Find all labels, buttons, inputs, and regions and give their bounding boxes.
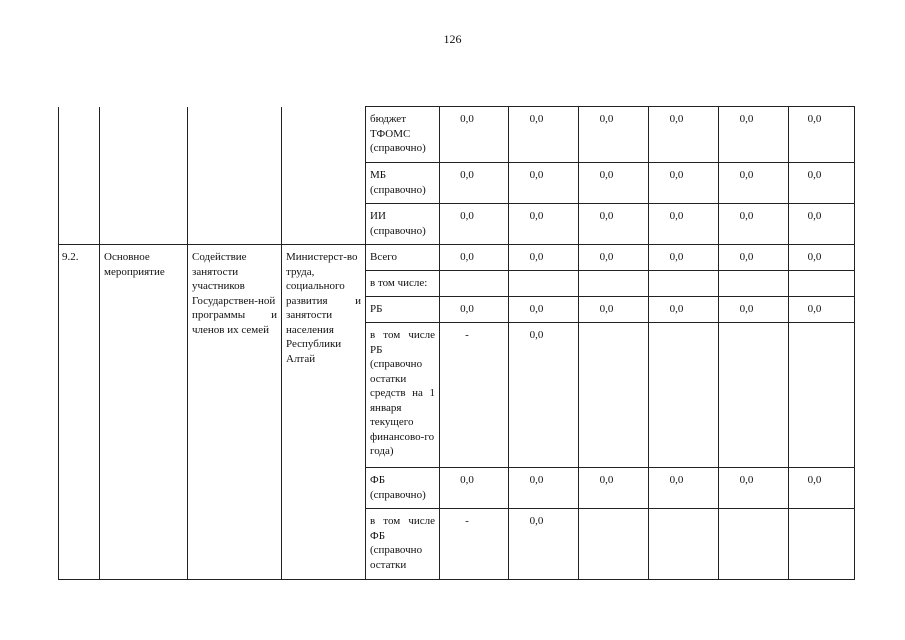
value-cell (649, 271, 719, 297)
empty-type-cell (100, 107, 188, 245)
item-executor: Министерст-во труда, социального развития и занятости населения Республики Алтай (282, 245, 366, 580)
value-cell: 0,0 (509, 468, 579, 509)
value-cell: 0,0 (789, 297, 855, 323)
funding-source-cell: Всего (366, 245, 440, 271)
value-cell: 0,0 (579, 468, 649, 509)
value-cell: 0,0 (719, 297, 789, 323)
value-cell: 0,0 (440, 468, 509, 509)
value-cell: 0,0 (440, 107, 509, 163)
value-cell: 0,0 (719, 163, 789, 204)
value-cell (509, 271, 579, 297)
value-cell: 0,0 (579, 297, 649, 323)
value-cell: 0,0 (440, 163, 509, 204)
value-cell: 0,0 (509, 509, 579, 580)
value-cell (579, 271, 649, 297)
value-cell (719, 509, 789, 580)
value-cell: 0,0 (789, 107, 855, 163)
value-cell: 0,0 (579, 245, 649, 271)
value-cell (719, 323, 789, 468)
value-cell: 0,0 (440, 297, 509, 323)
value-cell: 0,0 (649, 107, 719, 163)
value-cell: 0,0 (440, 245, 509, 271)
value-cell: 0,0 (509, 107, 579, 163)
value-cell: 0,0 (649, 163, 719, 204)
funding-source-cell: РБ (366, 297, 440, 323)
item-number: 9.2. (59, 245, 100, 580)
table-row (59, 245, 855, 271)
value-cell (649, 323, 719, 468)
funding-source-cell: МБ (справочно) (366, 163, 440, 204)
value-cell: 0,0 (440, 204, 509, 245)
value-cell: 0,0 (509, 297, 579, 323)
empty-executor-cell (282, 107, 366, 245)
value-cell: 0,0 (719, 468, 789, 509)
value-cell: 0,0 (789, 468, 855, 509)
value-cell: 0,0 (579, 163, 649, 204)
value-cell: 0,0 (509, 204, 579, 245)
value-cell: 0,0 (509, 323, 579, 468)
funding-source-cell: бюджет ТФОМС (справочно) (366, 107, 440, 163)
funding-source-cell: в том числе ФБ (справочно остатки (366, 509, 440, 580)
value-cell: 0,0 (649, 204, 719, 245)
value-cell: 0,0 (579, 204, 649, 245)
value-cell: 0,0 (509, 163, 579, 204)
funding-source-cell: в том числе РБ (справочно остатки средств на 1 января текущего финансово-го года) (366, 323, 440, 468)
value-cell: 0,0 (509, 245, 579, 271)
value-cell: 0,0 (789, 163, 855, 204)
value-cell: 0,0 (719, 107, 789, 163)
funding-source-cell: ИИ (справочно) (366, 204, 440, 245)
item-type: Основное мероприятие (100, 245, 188, 580)
value-cell: 0,0 (789, 204, 855, 245)
item-name: Содействие занятости участников Государствен-ной программы и членов их семей (188, 245, 282, 580)
value-cell (789, 271, 855, 297)
funding-source-cell: ФБ (справочно) (366, 468, 440, 509)
value-cell (649, 509, 719, 580)
value-cell (579, 323, 649, 468)
funding-source-cell: в том числе: (366, 271, 440, 297)
value-cell (440, 271, 509, 297)
value-cell: 0,0 (579, 107, 649, 163)
empty-name-cell (188, 107, 282, 245)
empty-number-cell (59, 107, 100, 245)
value-cell: 0,0 (789, 245, 855, 271)
page-number: 126 (443, 32, 462, 46)
value-cell: 0,0 (719, 204, 789, 245)
value-cell (719, 271, 789, 297)
table-row (59, 107, 855, 163)
value-cell (579, 509, 649, 580)
value-cell: - (440, 323, 509, 468)
budget-table (58, 106, 855, 580)
value-cell (789, 509, 855, 580)
value-cell: - (440, 509, 509, 580)
value-cell: 0,0 (719, 245, 789, 271)
value-cell: 0,0 (649, 297, 719, 323)
value-cell: 0,0 (649, 468, 719, 509)
value-cell: 0,0 (649, 245, 719, 271)
value-cell (789, 323, 855, 468)
